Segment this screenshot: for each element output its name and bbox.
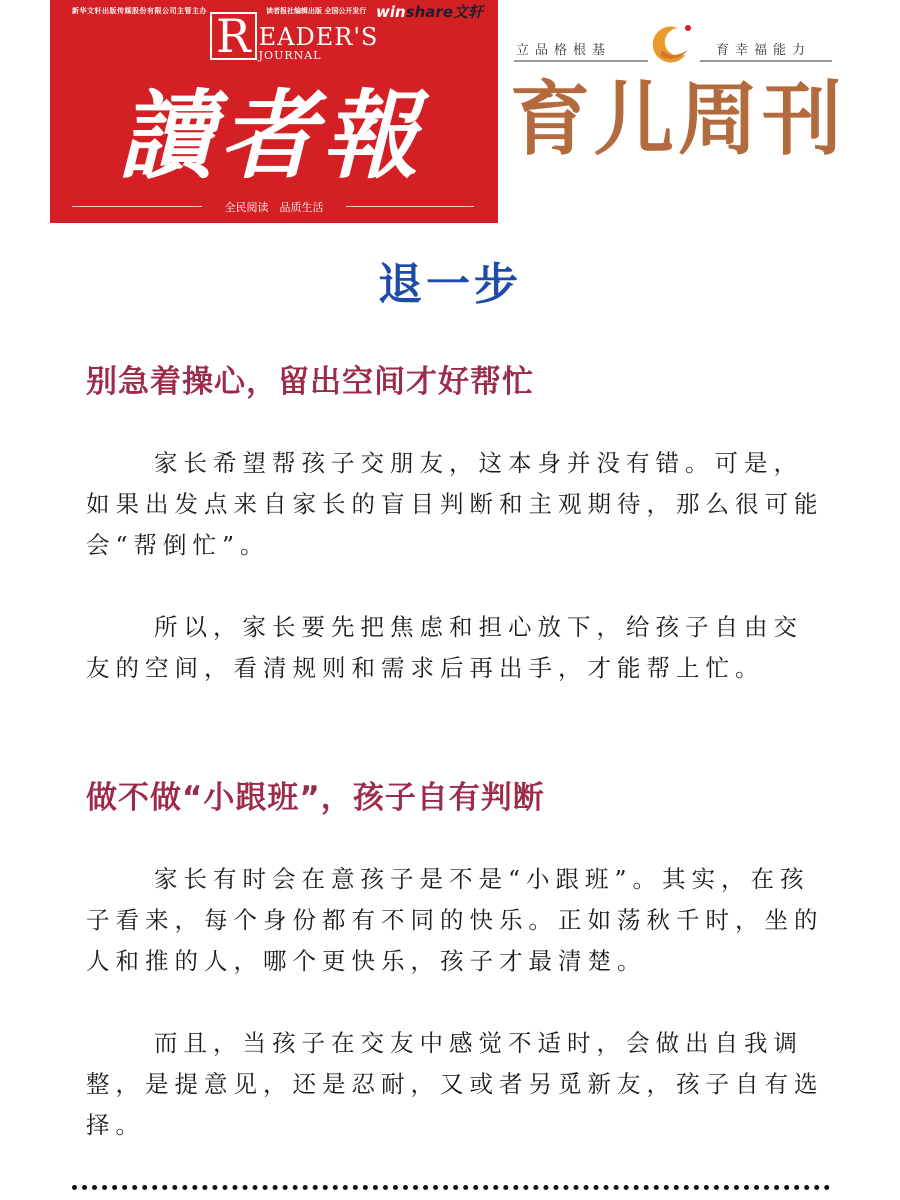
edition-line: 读者报社编辑出版 全国公开发行 (266, 7, 367, 15)
article-title: 退一步 (378, 259, 522, 310)
readers-journal-masthead (50, 0, 498, 223)
section-heading: 别急着操心，留出空间才好帮忙 (86, 364, 534, 400)
paragraph: 家长有时会在意孩子是不是“小跟班”。其实，在孩子看来，每个身份都有不同的快乐。正如荡秋千时，坐的人和推的人，哪个更快乐，孩子才最清楚。 (86, 865, 824, 975)
brand-share: share (405, 3, 453, 21)
tagline-underline-left (514, 60, 648, 62)
logo-journal: JOURNAL (258, 49, 322, 62)
tagline-underline-right (700, 60, 832, 62)
masthead-title: 讀者報 (118, 79, 424, 192)
brand-cn: 文轩 (453, 3, 484, 21)
paragraph: 而且，当孩子在交友中感觉不适时，会做出自我调整，是提意见，还是忍耐，又或者另觅新友，孩子自有选择。 (86, 1029, 824, 1139)
section-heading: 做不做“小跟班”，孩子自有判断 (86, 780, 545, 816)
parenting-logo-icon (648, 20, 696, 66)
dotted-divider (72, 1185, 830, 1190)
paragraph: 所以，家长要先把焦虑和担心放下，给孩子自由交友的空间，看清规则和需求后再出手，才能帮上忙。 (86, 613, 803, 682)
masthead-slogan: 全民阅读 品质生活 (224, 201, 324, 214)
winshare-logo (376, 1, 483, 22)
tagline-left: 立品格根基 (516, 43, 612, 58)
logo-en-rest: EADER'S (258, 23, 379, 51)
brand-win: win (376, 3, 406, 21)
logo-initial: R (210, 12, 257, 60)
paragraph: 家长希望帮孩子交朋友，这本身并没有错。可是，如果出发点来自家长的盲目判断和主观期待，那么很可能会“帮倒忙”。 (86, 449, 824, 559)
publisher-line: 新华文轩出版传媒股份有限公司主管主办 (72, 7, 207, 15)
tagline-right: 育幸福能力 (716, 43, 812, 58)
weekly-title: 育儿周刊 (510, 73, 846, 166)
